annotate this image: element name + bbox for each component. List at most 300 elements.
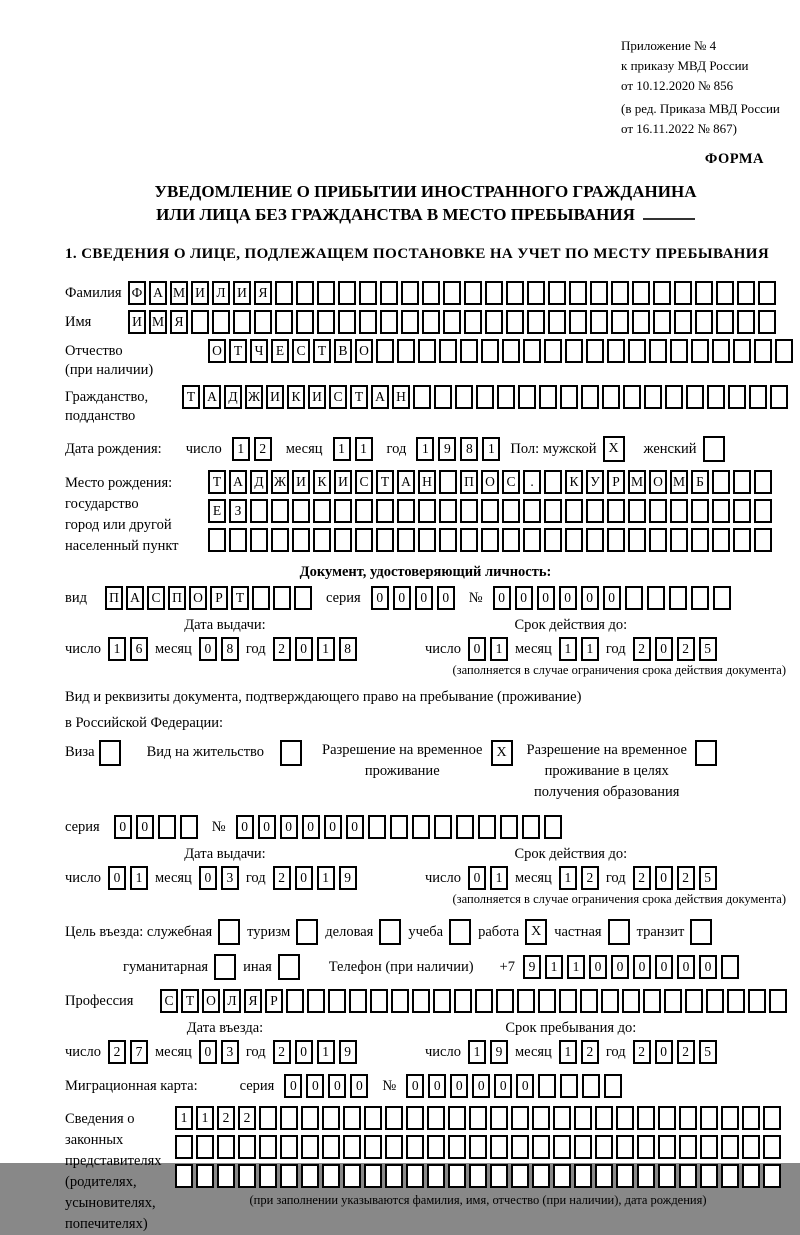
form-cell[interactable]: Л (212, 281, 230, 305)
form-cell[interactable] (586, 528, 604, 552)
edu-permit-checkbox[interactable] (695, 740, 717, 766)
form-cell[interactable] (643, 989, 661, 1013)
form-cell[interactable]: С (292, 339, 310, 363)
form-cell[interactable] (196, 1164, 214, 1188)
form-cell[interactable] (212, 310, 230, 334)
form-cell[interactable] (502, 528, 520, 552)
form-cell[interactable]: 9 (339, 866, 357, 890)
form-cell[interactable] (280, 1106, 298, 1130)
form-cell[interactable]: И (191, 281, 209, 305)
form-cell[interactable] (233, 310, 251, 334)
form-cell[interactable]: 8 (221, 637, 239, 661)
form-cell[interactable]: 9 (438, 437, 456, 461)
form-cell[interactable] (364, 1164, 382, 1188)
form-cell[interactable]: 1 (130, 866, 148, 890)
form-cell[interactable] (427, 1164, 445, 1188)
form-cell[interactable] (469, 1135, 487, 1159)
purpose-other-checkbox[interactable] (278, 954, 300, 980)
form-cell[interactable] (481, 499, 499, 523)
form-cell[interactable]: 0 (350, 1074, 368, 1098)
form-cell[interactable]: 0 (428, 1074, 446, 1098)
form-cell[interactable]: Ф (128, 281, 146, 305)
form-cell[interactable] (380, 310, 398, 334)
form-cell[interactable] (422, 281, 440, 305)
form-cell[interactable]: Т (376, 470, 394, 494)
form-cell[interactable] (658, 1164, 676, 1188)
form-cell[interactable] (301, 1135, 319, 1159)
form-cell[interactable]: 0 (633, 955, 651, 979)
form-cell[interactable] (180, 815, 198, 839)
form-cell[interactable] (649, 339, 667, 363)
form-cell[interactable]: 9 (490, 1040, 508, 1064)
form-cell[interactable] (376, 528, 394, 552)
form-cell[interactable] (522, 815, 540, 839)
form-cell[interactable] (464, 281, 482, 305)
form-cell[interactable]: И (308, 385, 326, 409)
form-cell[interactable] (217, 1135, 235, 1159)
form-cell[interactable] (380, 281, 398, 305)
sex-female-checkbox[interactable] (703, 436, 725, 462)
form-cell[interactable] (721, 1135, 739, 1159)
form-cell[interactable]: 2 (238, 1106, 256, 1130)
form-cell[interactable] (763, 1164, 781, 1188)
form-cell[interactable]: 0 (468, 637, 486, 661)
form-cell[interactable] (758, 281, 776, 305)
form-cell[interactable] (412, 815, 430, 839)
form-cell[interactable]: 2 (273, 1040, 291, 1064)
form-cell[interactable]: 2 (677, 637, 695, 661)
form-cell[interactable] (401, 310, 419, 334)
form-cell[interactable]: У (586, 470, 604, 494)
form-cell[interactable] (737, 281, 755, 305)
form-cell[interactable]: 2 (677, 866, 695, 890)
form-cell[interactable] (464, 310, 482, 334)
form-cell[interactable] (208, 528, 226, 552)
form-cell[interactable] (455, 385, 473, 409)
form-cell[interactable] (769, 989, 787, 1013)
form-cell[interactable]: 0 (295, 866, 313, 890)
form-cell[interactable] (565, 339, 583, 363)
form-cell[interactable] (313, 499, 331, 523)
form-cell[interactable]: И (334, 470, 352, 494)
form-cell[interactable]: А (126, 586, 144, 610)
form-cell[interactable]: К (565, 470, 583, 494)
purpose-transit-checkbox[interactable] (690, 919, 712, 945)
form-cell[interactable] (679, 1164, 697, 1188)
form-cell[interactable]: 3 (221, 1040, 239, 1064)
form-cell[interactable]: 3 (221, 866, 239, 890)
form-cell[interactable]: Т (350, 385, 368, 409)
form-cell[interactable] (478, 815, 496, 839)
form-cell[interactable]: П (105, 586, 123, 610)
form-cell[interactable] (712, 499, 730, 523)
form-cell[interactable] (770, 385, 788, 409)
form-cell[interactable] (490, 1106, 508, 1130)
form-cell[interactable] (460, 499, 478, 523)
form-cell[interactable]: 1 (317, 866, 335, 890)
form-cell[interactable] (625, 586, 643, 610)
residence-permit-checkbox[interactable] (280, 740, 302, 766)
form-cell[interactable] (574, 1106, 592, 1130)
form-cell[interactable]: 2 (633, 637, 651, 661)
form-cell[interactable] (544, 499, 562, 523)
form-cell[interactable] (439, 499, 457, 523)
form-cell[interactable] (301, 1106, 319, 1130)
form-cell[interactable] (364, 1106, 382, 1130)
purpose-work-checkbox[interactable]: X (525, 919, 547, 945)
form-cell[interactable] (439, 528, 457, 552)
form-cell[interactable] (691, 339, 709, 363)
form-cell[interactable] (328, 989, 346, 1013)
form-cell[interactable] (527, 310, 545, 334)
form-cell[interactable]: 0 (199, 1040, 217, 1064)
form-cell[interactable] (607, 339, 625, 363)
form-cell[interactable] (317, 310, 335, 334)
form-cell[interactable]: 9 (339, 1040, 357, 1064)
form-cell[interactable]: 5 (699, 637, 717, 661)
form-cell[interactable] (238, 1135, 256, 1159)
form-cell[interactable]: 0 (199, 866, 217, 890)
form-cell[interactable] (496, 989, 514, 1013)
form-cell[interactable] (721, 955, 739, 979)
form-cell[interactable] (602, 385, 620, 409)
form-cell[interactable]: Т (231, 586, 249, 610)
form-cell[interactable] (254, 310, 272, 334)
form-cell[interactable] (539, 385, 557, 409)
form-cell[interactable]: 1 (490, 637, 508, 661)
form-cell[interactable]: Т (313, 339, 331, 363)
form-cell[interactable]: З (229, 499, 247, 523)
form-cell[interactable] (343, 1135, 361, 1159)
form-cell[interactable]: М (628, 470, 646, 494)
form-cell[interactable] (259, 1106, 277, 1130)
form-cell[interactable] (695, 310, 713, 334)
form-cell[interactable] (443, 310, 461, 334)
form-cell[interactable] (637, 1164, 655, 1188)
form-cell[interactable]: 0 (559, 586, 577, 610)
form-cell[interactable] (191, 310, 209, 334)
form-cell[interactable]: 0 (328, 1074, 346, 1098)
form-cell[interactable] (623, 385, 641, 409)
form-cell[interactable]: Ж (245, 385, 263, 409)
form-cell[interactable]: 0 (295, 637, 313, 661)
form-cell[interactable]: 1 (175, 1106, 193, 1130)
form-cell[interactable]: 1 (559, 1040, 577, 1064)
form-cell[interactable]: 2 (633, 866, 651, 890)
form-cell[interactable] (532, 1135, 550, 1159)
form-cell[interactable] (434, 815, 452, 839)
form-cell[interactable] (763, 1135, 781, 1159)
form-cell[interactable]: Л (223, 989, 241, 1013)
form-cell[interactable]: 0 (655, 955, 673, 979)
form-cell[interactable] (754, 499, 772, 523)
temp-permit-checkbox[interactable]: X (491, 740, 513, 766)
form-cell[interactable] (443, 281, 461, 305)
form-cell[interactable] (644, 385, 662, 409)
form-cell[interactable] (527, 281, 545, 305)
form-cell[interactable] (490, 1164, 508, 1188)
form-cell[interactable]: 0 (437, 586, 455, 610)
form-cell[interactable] (259, 1164, 277, 1188)
form-cell[interactable] (700, 1164, 718, 1188)
form-cell[interactable] (460, 339, 478, 363)
form-cell[interactable]: 1 (416, 437, 434, 461)
purpose-business-checkbox[interactable] (379, 919, 401, 945)
form-cell[interactable]: О (208, 339, 226, 363)
form-cell[interactable] (296, 281, 314, 305)
form-cell[interactable] (497, 385, 515, 409)
form-cell[interactable] (506, 281, 524, 305)
form-cell[interactable] (647, 586, 665, 610)
form-cell[interactable]: 0 (468, 866, 486, 890)
form-cell[interactable] (322, 1106, 340, 1130)
form-cell[interactable]: 0 (537, 586, 555, 610)
form-cell[interactable]: 9 (523, 955, 541, 979)
form-cell[interactable] (658, 1135, 676, 1159)
form-cell[interactable] (448, 1106, 466, 1130)
form-cell[interactable]: 5 (699, 866, 717, 890)
form-cell[interactable]: Т (229, 339, 247, 363)
form-cell[interactable] (364, 1135, 382, 1159)
form-cell[interactable] (742, 1164, 760, 1188)
form-cell[interactable]: 2 (273, 637, 291, 661)
form-cell[interactable]: А (229, 470, 247, 494)
form-cell[interactable]: 0 (371, 586, 389, 610)
form-cell[interactable] (406, 1106, 424, 1130)
form-cell[interactable] (427, 1135, 445, 1159)
form-cell[interactable]: 8 (460, 437, 478, 461)
form-cell[interactable]: 6 (130, 637, 148, 661)
form-cell[interactable] (616, 1135, 634, 1159)
form-cell[interactable] (707, 385, 725, 409)
form-cell[interactable] (628, 499, 646, 523)
form-cell[interactable]: 0 (199, 637, 217, 661)
form-cell[interactable] (175, 1135, 193, 1159)
form-cell[interactable]: М (149, 310, 167, 334)
form-cell[interactable] (733, 470, 751, 494)
form-cell[interactable]: И (266, 385, 284, 409)
form-cell[interactable] (359, 281, 377, 305)
form-cell[interactable]: 7 (130, 1040, 148, 1064)
form-cell[interactable]: А (203, 385, 221, 409)
form-cell[interactable] (669, 586, 687, 610)
form-cell[interactable] (250, 528, 268, 552)
form-cell[interactable] (607, 499, 625, 523)
form-cell[interactable]: 0 (450, 1074, 468, 1098)
form-cell[interactable] (506, 310, 524, 334)
form-cell[interactable]: Д (224, 385, 242, 409)
form-cell[interactable] (532, 1106, 550, 1130)
form-cell[interactable]: 0 (108, 866, 126, 890)
form-cell[interactable]: И (292, 470, 310, 494)
form-cell[interactable]: 0 (324, 815, 342, 839)
form-cell[interactable]: С (160, 989, 178, 1013)
form-cell[interactable] (439, 339, 457, 363)
form-cell[interactable] (280, 1135, 298, 1159)
form-cell[interactable] (401, 281, 419, 305)
form-cell[interactable] (548, 281, 566, 305)
form-cell[interactable] (538, 989, 556, 1013)
form-cell[interactable] (517, 989, 535, 1013)
form-cell[interactable]: 0 (655, 637, 673, 661)
form-cell[interactable]: 5 (699, 1040, 717, 1064)
form-cell[interactable] (565, 528, 583, 552)
form-cell[interactable]: О (355, 339, 373, 363)
form-cell[interactable]: Н (418, 470, 436, 494)
form-cell[interactable]: 2 (633, 1040, 651, 1064)
form-cell[interactable] (538, 1074, 556, 1098)
form-cell[interactable] (502, 339, 520, 363)
form-cell[interactable] (476, 385, 494, 409)
form-cell[interactable]: 0 (611, 955, 629, 979)
form-cell[interactable] (691, 586, 709, 610)
form-cell[interactable] (368, 815, 386, 839)
form-cell[interactable] (553, 1106, 571, 1130)
form-cell[interactable]: 0 (581, 586, 599, 610)
form-cell[interactable] (397, 528, 415, 552)
form-cell[interactable]: 0 (295, 1040, 313, 1064)
form-cell[interactable] (338, 310, 356, 334)
form-cell[interactable] (418, 339, 436, 363)
form-cell[interactable] (632, 281, 650, 305)
form-cell[interactable] (742, 1106, 760, 1130)
form-cell[interactable] (685, 989, 703, 1013)
form-cell[interactable] (691, 528, 709, 552)
form-cell[interactable] (691, 499, 709, 523)
form-cell[interactable]: 1 (196, 1106, 214, 1130)
form-cell[interactable] (307, 989, 325, 1013)
form-cell[interactable] (334, 499, 352, 523)
form-cell[interactable]: 0 (406, 1074, 424, 1098)
form-cell[interactable] (301, 1164, 319, 1188)
form-cell[interactable] (716, 281, 734, 305)
form-cell[interactable]: Р (607, 470, 625, 494)
form-cell[interactable] (590, 310, 608, 334)
form-cell[interactable]: 0 (306, 1074, 324, 1098)
form-cell[interactable]: А (149, 281, 167, 305)
form-cell[interactable] (322, 1135, 340, 1159)
form-cell[interactable] (523, 528, 541, 552)
form-cell[interactable] (569, 310, 587, 334)
form-cell[interactable] (574, 1135, 592, 1159)
form-cell[interactable] (349, 989, 367, 1013)
form-cell[interactable] (544, 339, 562, 363)
form-cell[interactable]: 2 (581, 866, 599, 890)
visa-checkbox[interactable] (99, 740, 121, 766)
form-cell[interactable] (727, 989, 745, 1013)
form-cell[interactable]: О (202, 989, 220, 1013)
form-cell[interactable] (475, 989, 493, 1013)
form-cell[interactable]: С (329, 385, 347, 409)
form-cell[interactable] (322, 1164, 340, 1188)
form-cell[interactable]: С (355, 470, 373, 494)
form-cell[interactable]: И (233, 281, 251, 305)
form-cell[interactable] (658, 1106, 676, 1130)
form-cell[interactable] (574, 1164, 592, 1188)
form-cell[interactable] (334, 528, 352, 552)
form-cell[interactable] (275, 310, 293, 334)
form-cell[interactable] (292, 528, 310, 552)
form-cell[interactable] (158, 815, 176, 839)
form-cell[interactable]: С (147, 586, 165, 610)
form-cell[interactable] (460, 528, 478, 552)
form-cell[interactable]: 1 (559, 866, 577, 890)
form-cell[interactable] (412, 989, 430, 1013)
form-cell[interactable]: М (670, 470, 688, 494)
form-cell[interactable] (733, 499, 751, 523)
form-cell[interactable]: А (397, 470, 415, 494)
form-cell[interactable]: 0 (655, 866, 673, 890)
form-cell[interactable]: 1 (108, 637, 126, 661)
form-cell[interactable] (434, 385, 452, 409)
purpose-tourism-checkbox[interactable] (296, 919, 318, 945)
form-cell[interactable] (418, 499, 436, 523)
form-cell[interactable] (748, 989, 766, 1013)
form-cell[interactable] (481, 528, 499, 552)
form-cell[interactable]: О (649, 470, 667, 494)
form-cell[interactable] (582, 1074, 600, 1098)
form-cell[interactable]: 0 (589, 955, 607, 979)
form-cell[interactable]: К (313, 470, 331, 494)
form-cell[interactable]: 8 (339, 637, 357, 661)
form-cell[interactable] (616, 1164, 634, 1188)
form-cell[interactable] (560, 1074, 578, 1098)
form-cell[interactable] (273, 586, 291, 610)
form-cell[interactable] (713, 586, 731, 610)
form-cell[interactable] (355, 499, 373, 523)
form-cell[interactable] (355, 528, 373, 552)
form-cell[interactable] (679, 1106, 697, 1130)
form-cell[interactable] (733, 339, 751, 363)
form-cell[interactable]: О (189, 586, 207, 610)
form-cell[interactable]: 1 (559, 637, 577, 661)
form-cell[interactable] (595, 1106, 613, 1130)
form-cell[interactable] (502, 499, 520, 523)
form-cell[interactable] (548, 310, 566, 334)
form-cell[interactable]: 2 (273, 866, 291, 890)
purpose-official-checkbox[interactable] (218, 919, 240, 945)
form-cell[interactable] (758, 310, 776, 334)
form-cell[interactable] (632, 310, 650, 334)
form-cell[interactable] (385, 1164, 403, 1188)
form-cell[interactable] (511, 1164, 529, 1188)
form-cell[interactable] (391, 989, 409, 1013)
form-cell[interactable] (523, 339, 541, 363)
form-cell[interactable] (679, 1135, 697, 1159)
form-cell[interactable] (628, 528, 646, 552)
form-cell[interactable] (518, 385, 536, 409)
form-cell[interactable]: 1 (567, 955, 585, 979)
form-cell[interactable]: 0 (393, 586, 411, 610)
form-cell[interactable] (317, 281, 335, 305)
form-cell[interactable] (553, 1135, 571, 1159)
form-cell[interactable] (271, 528, 289, 552)
purpose-study-checkbox[interactable] (449, 919, 471, 945)
form-cell[interactable] (721, 1164, 739, 1188)
form-cell[interactable]: Я (170, 310, 188, 334)
form-cell[interactable] (670, 528, 688, 552)
form-cell[interactable] (390, 815, 408, 839)
form-cell[interactable] (665, 385, 683, 409)
form-cell[interactable] (252, 586, 270, 610)
form-cell[interactable] (413, 385, 431, 409)
form-cell[interactable]: М (170, 281, 188, 305)
form-cell[interactable] (754, 470, 772, 494)
form-cell[interactable] (712, 528, 730, 552)
form-cell[interactable] (250, 499, 268, 523)
form-cell[interactable]: Е (271, 339, 289, 363)
form-cell[interactable]: 0 (677, 955, 695, 979)
